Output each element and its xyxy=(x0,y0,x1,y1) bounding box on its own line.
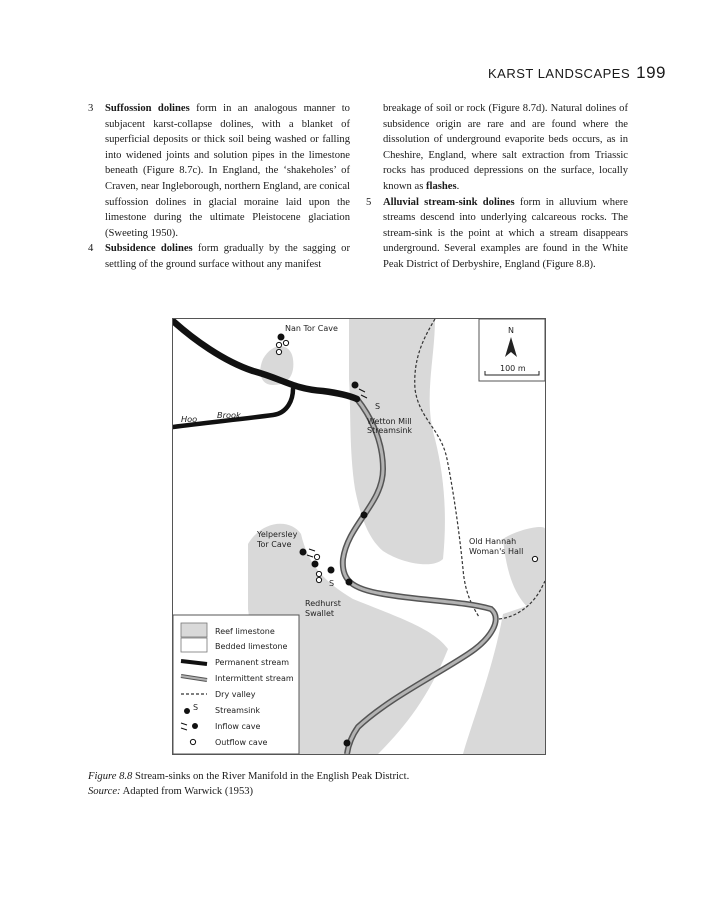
outflow-cave xyxy=(532,556,537,561)
list-item xyxy=(88,101,350,241)
list-item xyxy=(366,195,628,273)
item-number: 3 xyxy=(88,103,94,114)
item-number: 5 xyxy=(366,196,372,208)
legend-label-inflow: Inflow cave xyxy=(215,722,261,731)
item-term: Suffossion dolines xyxy=(105,103,190,114)
running-head xyxy=(366,63,666,83)
caption-label: Figure 8.8 xyxy=(88,771,133,782)
inflow-cave xyxy=(328,567,334,573)
map-svg xyxy=(173,319,545,754)
outflow-cave xyxy=(316,577,321,582)
continuation-paragraph xyxy=(366,101,628,195)
source-text: Adapted from Warwick (1953) xyxy=(120,785,254,797)
label-hoo: Hoo xyxy=(181,414,198,424)
label-wetton-1: Wetton Mill xyxy=(367,417,412,426)
label-brook: Brook xyxy=(217,410,241,420)
north-arrow xyxy=(479,319,545,381)
sink-letter: S xyxy=(329,579,335,588)
outflow-cave xyxy=(316,571,321,576)
label-wetton-2: Streamsink xyxy=(367,426,413,435)
label-hannah-1: Old Hannah xyxy=(469,537,517,546)
legend-swatch-outflow xyxy=(190,739,195,744)
label-redhurst-2: Swallet xyxy=(305,609,335,618)
item-term: Alluvial stream-sink dolines xyxy=(383,196,515,208)
figure-map xyxy=(172,318,546,755)
item-text: form in alluvium where streams descend into underlying calcareous rocks. The stream-sink is the point at which a stream disappears underground. Several examples are found in the White Peak District of Derbyshire, England (Figure 8.8). xyxy=(383,196,629,270)
source-label: Source: xyxy=(88,785,121,797)
north-label: N xyxy=(508,326,514,335)
streamsink xyxy=(361,512,367,518)
inflow-cave xyxy=(312,561,318,567)
label-hannah-2: Woman's Hall xyxy=(469,547,524,556)
list-item xyxy=(88,241,350,272)
legend-label-bedded: Bedded limestone xyxy=(215,642,288,651)
label-yelpersley-2: Tor Cave xyxy=(257,540,292,549)
streamsink xyxy=(352,382,358,388)
legend-label-intermittent: Intermittent stream xyxy=(215,674,294,683)
legend-swatch-streamsink xyxy=(184,708,190,714)
reef-area-southeast xyxy=(463,599,545,754)
label-nan-tor: Nan Tor Cave xyxy=(285,324,338,333)
legend-label-reef: Reef limestone xyxy=(215,627,275,636)
page-number: 199 xyxy=(636,63,666,82)
legend-label-streamsink: Streamsink xyxy=(215,706,261,715)
label-yelpersley-1: Yelpersley xyxy=(257,530,298,539)
item-text: form gradually by the sagging or settling of the ground surface without any manifest xyxy=(105,243,350,270)
legend-sink-letter: S xyxy=(193,703,199,712)
legend-label-outflow: Outflow cave xyxy=(215,738,268,747)
item-term: Subsidence dolines xyxy=(105,243,193,255)
right-column xyxy=(366,101,628,273)
left-column xyxy=(88,101,350,273)
reef-area-wetton xyxy=(349,319,445,564)
legend-swatch-reef xyxy=(181,623,207,637)
item-number: 4 xyxy=(88,243,94,255)
outflow-cave xyxy=(283,340,288,345)
continuation-end: . xyxy=(456,180,460,192)
inflow-cave xyxy=(300,549,306,555)
legend-swatch-inflow xyxy=(192,723,198,729)
outflow-cave xyxy=(276,342,281,347)
running-title: KARST LANDSCAPES xyxy=(487,66,631,81)
legend-label-permanent: Permanent stream xyxy=(215,658,290,667)
legend-label-dry: Dry valley xyxy=(215,690,256,699)
scale-label: 100 m xyxy=(500,364,526,373)
continuation-text: breakage of soil or rock (Figure 8.7d). Natural dolines of subsidence origin are rare and are found where the dissolution of underground evaporite beds occurs, as in Cheshire, England, where salt extraction from Triassic rocks has produced depressions on the surface, locally known as xyxy=(383,103,628,192)
sink-letter: S xyxy=(375,402,381,411)
outflow-cave xyxy=(276,349,281,354)
item-text: form in an analogous manner to subjacent karst-collapse dolines, with a blanket of superficial deposits or thick soil being washed or falling into widened joints and solution pipes in the limestone beneath (Figure 8.7c). In England, the ‘shakeholes’ of Craven, near Ingleborough, northern England, are conical suffossion dolines in glacial moraine laid upon the limestone during the ultimate Pleistocene glaciation (Sweeting 1950). xyxy=(105,103,350,239)
inflow-cave xyxy=(278,334,284,340)
figure-caption xyxy=(88,770,628,799)
caption-text: Stream-sinks on the River Manifold in the English Peak District. xyxy=(132,771,410,782)
streamsink xyxy=(344,740,350,746)
streamsink xyxy=(346,579,352,585)
outflow-cave xyxy=(314,554,319,559)
label-redhurst-1: Redhurst xyxy=(305,599,341,608)
legend xyxy=(173,615,299,754)
legend-swatch-bedded xyxy=(181,638,207,652)
continuation-term: flashes xyxy=(425,180,457,192)
